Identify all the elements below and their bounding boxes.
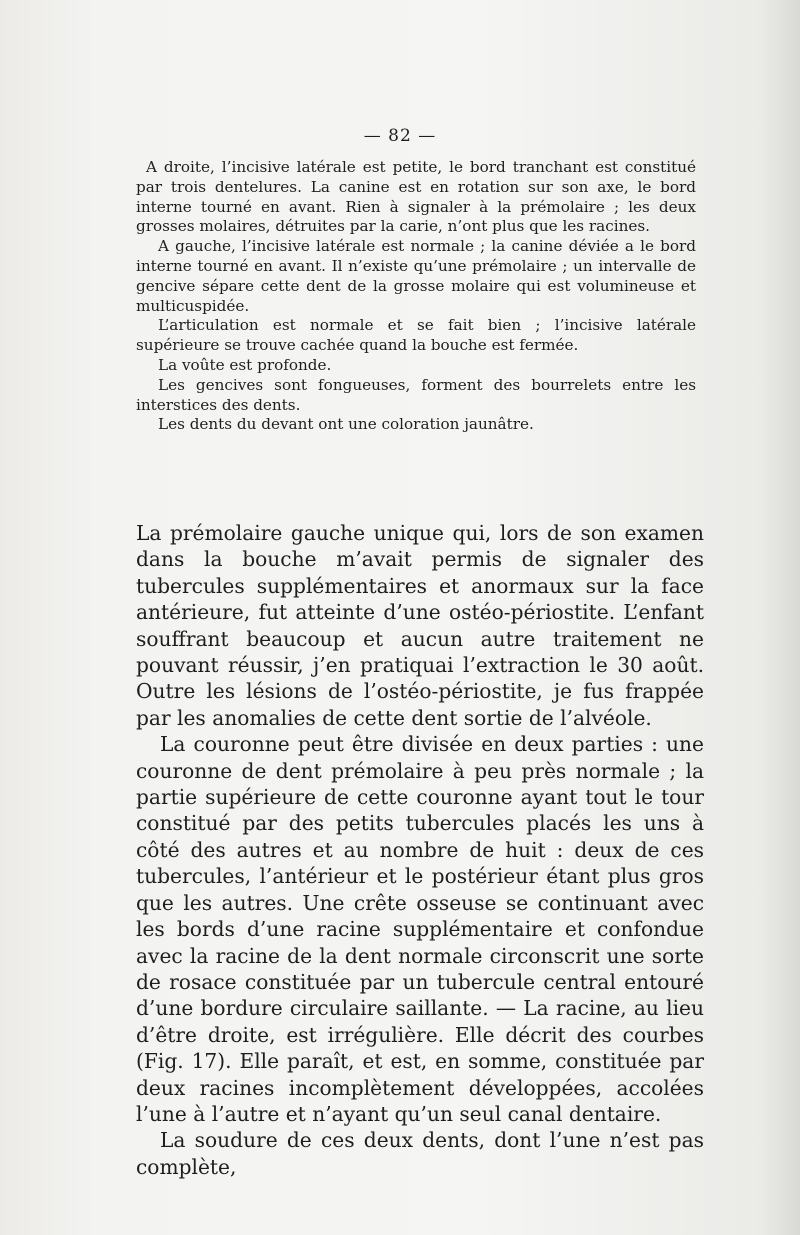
note-paragraph: Les dents du devant ont une coloration jaunâtre. (158, 415, 534, 434)
note-paragraph: Les gencives sont fongueuses, forment des bourrelets entre les interstices des dents. (136, 375, 696, 414)
note-paragraph: A droite, l’incisive latérale est petite, le bord tranchant est constitué par trois dentelures. La canine est en rotation sur son axe, le bord interne tourné en avant. Rien à signaler à la prémolaire ; les deux grosses molaires, détruites par la carie, n’ont plus que les racines. (136, 158, 696, 236)
note-paragraph: A gauche, l’incisive latérale est normale ; la canine déviée a le bord interne tourné en avant. Il n’existe qu’une prémolaire ; un intervalle de gencive sépare cette dent de la grosse molaire qui est volumineuse et multicuspidée. (136, 237, 696, 315)
main-text (136, 520, 704, 1180)
body-paragraph: La prémolaire gauche unique qui, lors de son examen dans la bouche m’avait permis de signaler des tubercules supplémentaires et anormaux sur la face antérieure, fut atteinte d’une ostéo-périostite. L’enfant souffrant beaucoup et aucun autre traitement ne pouvant réussir, j’en pratiquai l’extraction le 30 août. Outre les lésions de l’ostéo-périostite, je fus frappée par les anomalies de cette dent sortie de l’alvéole. (136, 521, 704, 730)
body-paragraph: La couronne peut être divisée en deux parties : une couronne de dent prémolaire à peu près normale ; la partie supérieure de cette couronne ayant tout le tour constitué par des petits tubercules placés les uns à côté des autres et au nombre de huit : deux de ces tubercules, l’antérieur et le postérieur étant plus gros que les autres. Une crête osseuse se continuant avec les bords d’une racine supplémentaire et confondue avec la racine de la dent normale circonscrit une sorte de rosace constituée par un tubercule central entouré d’une bordure circulaire saillante. — La racine, au lieu d’être droite, est irrégulière. Elle décrit des courbes (Fig. 17). Elle paraît, et est, en somme, constituée par deux racines incomplètement développées, accolées l’une à l’autre et n’ayant qu’un seul canal dentaire. (136, 732, 704, 1126)
note-paragraph: L’articulation est normale et se fait bien ; l’incisive latérale supérieure se trouve cachée quand la bouche est fermée. (136, 316, 696, 355)
note-paragraph: La voûte est profonde. (158, 355, 332, 374)
body-paragraph: La soudure de ces deux dents, dont l’une n’est pas complète, (136, 1128, 704, 1179)
clinical-notes (136, 158, 696, 435)
page-edge-shadow (760, 0, 800, 1235)
page-number: — 82 — (363, 126, 437, 146)
